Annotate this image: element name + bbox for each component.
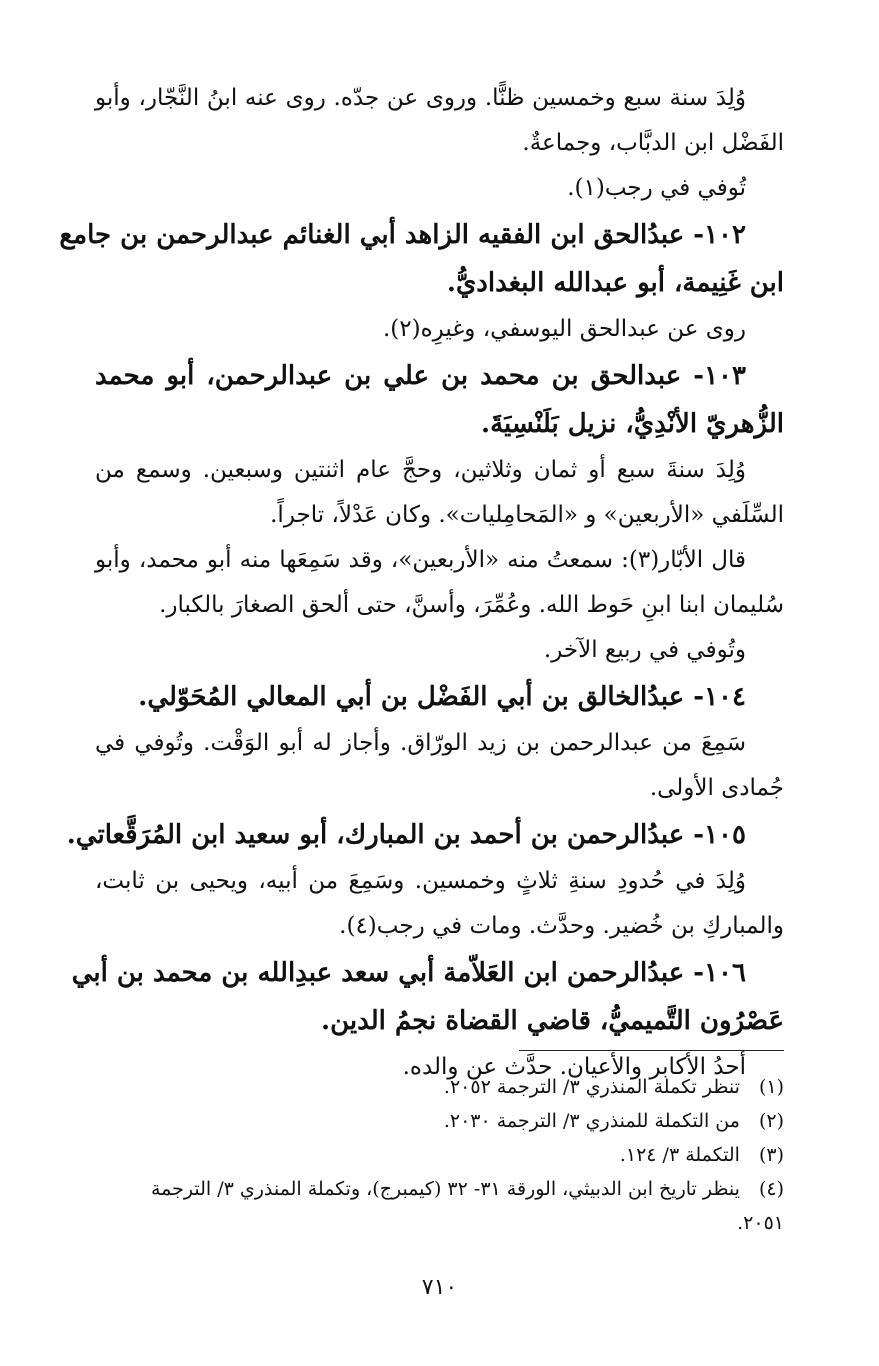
entry-heading-104: ١٠٤- عبدُالخالق بن أبي الفَضْل بن أبي المعالي المُحَوّلي. <box>138 682 746 712</box>
footnote-3 <box>95 1138 784 1172</box>
text-line: وُلِدَ في حُدودِ سنةِ ثلاثٍ وخمسين. وسَمِعَ من أبيه، ويحيى بن ثابت، <box>95 868 746 894</box>
footnote-separator <box>519 1050 784 1051</box>
footnote-text: ينظر تاريخ ابن الدبيثي، الورقة ٣١- ٣٢ (كيمبرج)، وتكملة المنذري ٣/ الترجمة <box>150 1178 740 1200</box>
text-line: وُلِدَ سنة سبع وخمسين ظنًّا. وروى عن جدّه. روى عنه ابنُ النَّجّار، وأبو <box>95 85 746 111</box>
text-line: روى عن عبدالحق اليوسفي، وغيرِه(٢). <box>382 316 746 342</box>
footnote-text: تنظر تكملة المنذري ٣/ الترجمة ٢٠٥٢. <box>443 1076 740 1098</box>
text-line: قال الأبّار(٣): سمعتُ منه «الأربعين»، وقد سَمِعَها منه أبو محمد، وأبو <box>95 547 746 573</box>
text-line: والمباركِ بن خُضير. وحدَّث. ومات في رجب(٤). <box>339 913 784 939</box>
main-text <box>59 76 784 1090</box>
footnote-text: التكملة ٣/ ١٢٤. <box>619 1144 740 1166</box>
footnote-number: (٣) <box>758 1144 784 1166</box>
footnote-number: (٢) <box>758 1110 784 1132</box>
text-line: الفَضْل ابن الدبَّاب، وجماعةٌ. <box>522 130 784 156</box>
page-number: ٧١٠ <box>421 1275 458 1300</box>
text-line: سُليمان ابنا ابنِ حَوط الله. وعُمِّرَ، وأسنَّ، حتى ألحق الصغارَ بالكبار. <box>159 592 784 618</box>
footnote-2 <box>95 1104 784 1138</box>
entry-heading-103-cont: الزُّهريّ الأنْدِيُّ، نزيل بَلَنْسِيَةَ. <box>481 409 784 439</box>
text-line: وُلِدَ سنةَ سبع أو ثمان وثلاثين، وحجَّ عام اثنتين وسبعين. وسمع من <box>95 457 746 483</box>
entry-heading-105: ١٠٥- عبدُالرحمن بن أحمد بن المبارك، أبو سعيد ابن المُرَقَّعاتي. <box>66 820 746 850</box>
entry-heading-106-cont: عَصْرُون التَّميميُّ، قاضي القضاة نجمُ الدين. <box>321 1006 784 1036</box>
text-line: سَمِعَ من عبدالرحمن بن زيد الورّاق. وأجاز له أبو الوَقْت. وتُوفي في <box>95 730 746 756</box>
footnote-number: (٤) <box>758 1178 784 1200</box>
footnote-1 <box>95 1070 784 1104</box>
footnote-text: من التكملة للمنذري ٣/ الترجمة ٢٠٣٠. <box>443 1110 740 1132</box>
footnote-4 <box>95 1172 784 1206</box>
text-line: أحدُ الأكابر والأعيان. حدَّث عن والده. <box>402 1054 746 1080</box>
text-line: السِّلَفي «الأربعين» و «المَحامِليات». وكان عَدْلاً، تاجراً. <box>270 502 784 528</box>
footnote-4-continuation: ٢٠٥١. <box>737 1212 784 1234</box>
entry-heading-106: ١٠٦- عبدُالرحمن ابن العَلاّمة أبي سعد عبدِالله بن محمد بن أبي <box>71 958 746 988</box>
text-line: تُوفي في رجب(١). <box>567 175 746 201</box>
entry-heading-102: ١٠٢- عبدُالحق ابن الفقيه الزاهد أبي الغنائم عبدالرحمن بن جامع <box>59 220 746 250</box>
entry-heading-103: ١٠٣- عبدالحق بن محمد بن علي بن عبدالرحمن، أبو محمد <box>95 361 746 391</box>
text-line: وتُوفي في ربيع الآخر. <box>543 637 746 663</box>
text-line: جُمادى الأولى. <box>649 775 784 801</box>
entry-heading-102-cont: ابن غَنِيمة، أبو عبدالله البغداديُّ. <box>446 268 784 298</box>
footnote-number: (١) <box>758 1076 784 1098</box>
footnotes <box>95 1070 784 1240</box>
